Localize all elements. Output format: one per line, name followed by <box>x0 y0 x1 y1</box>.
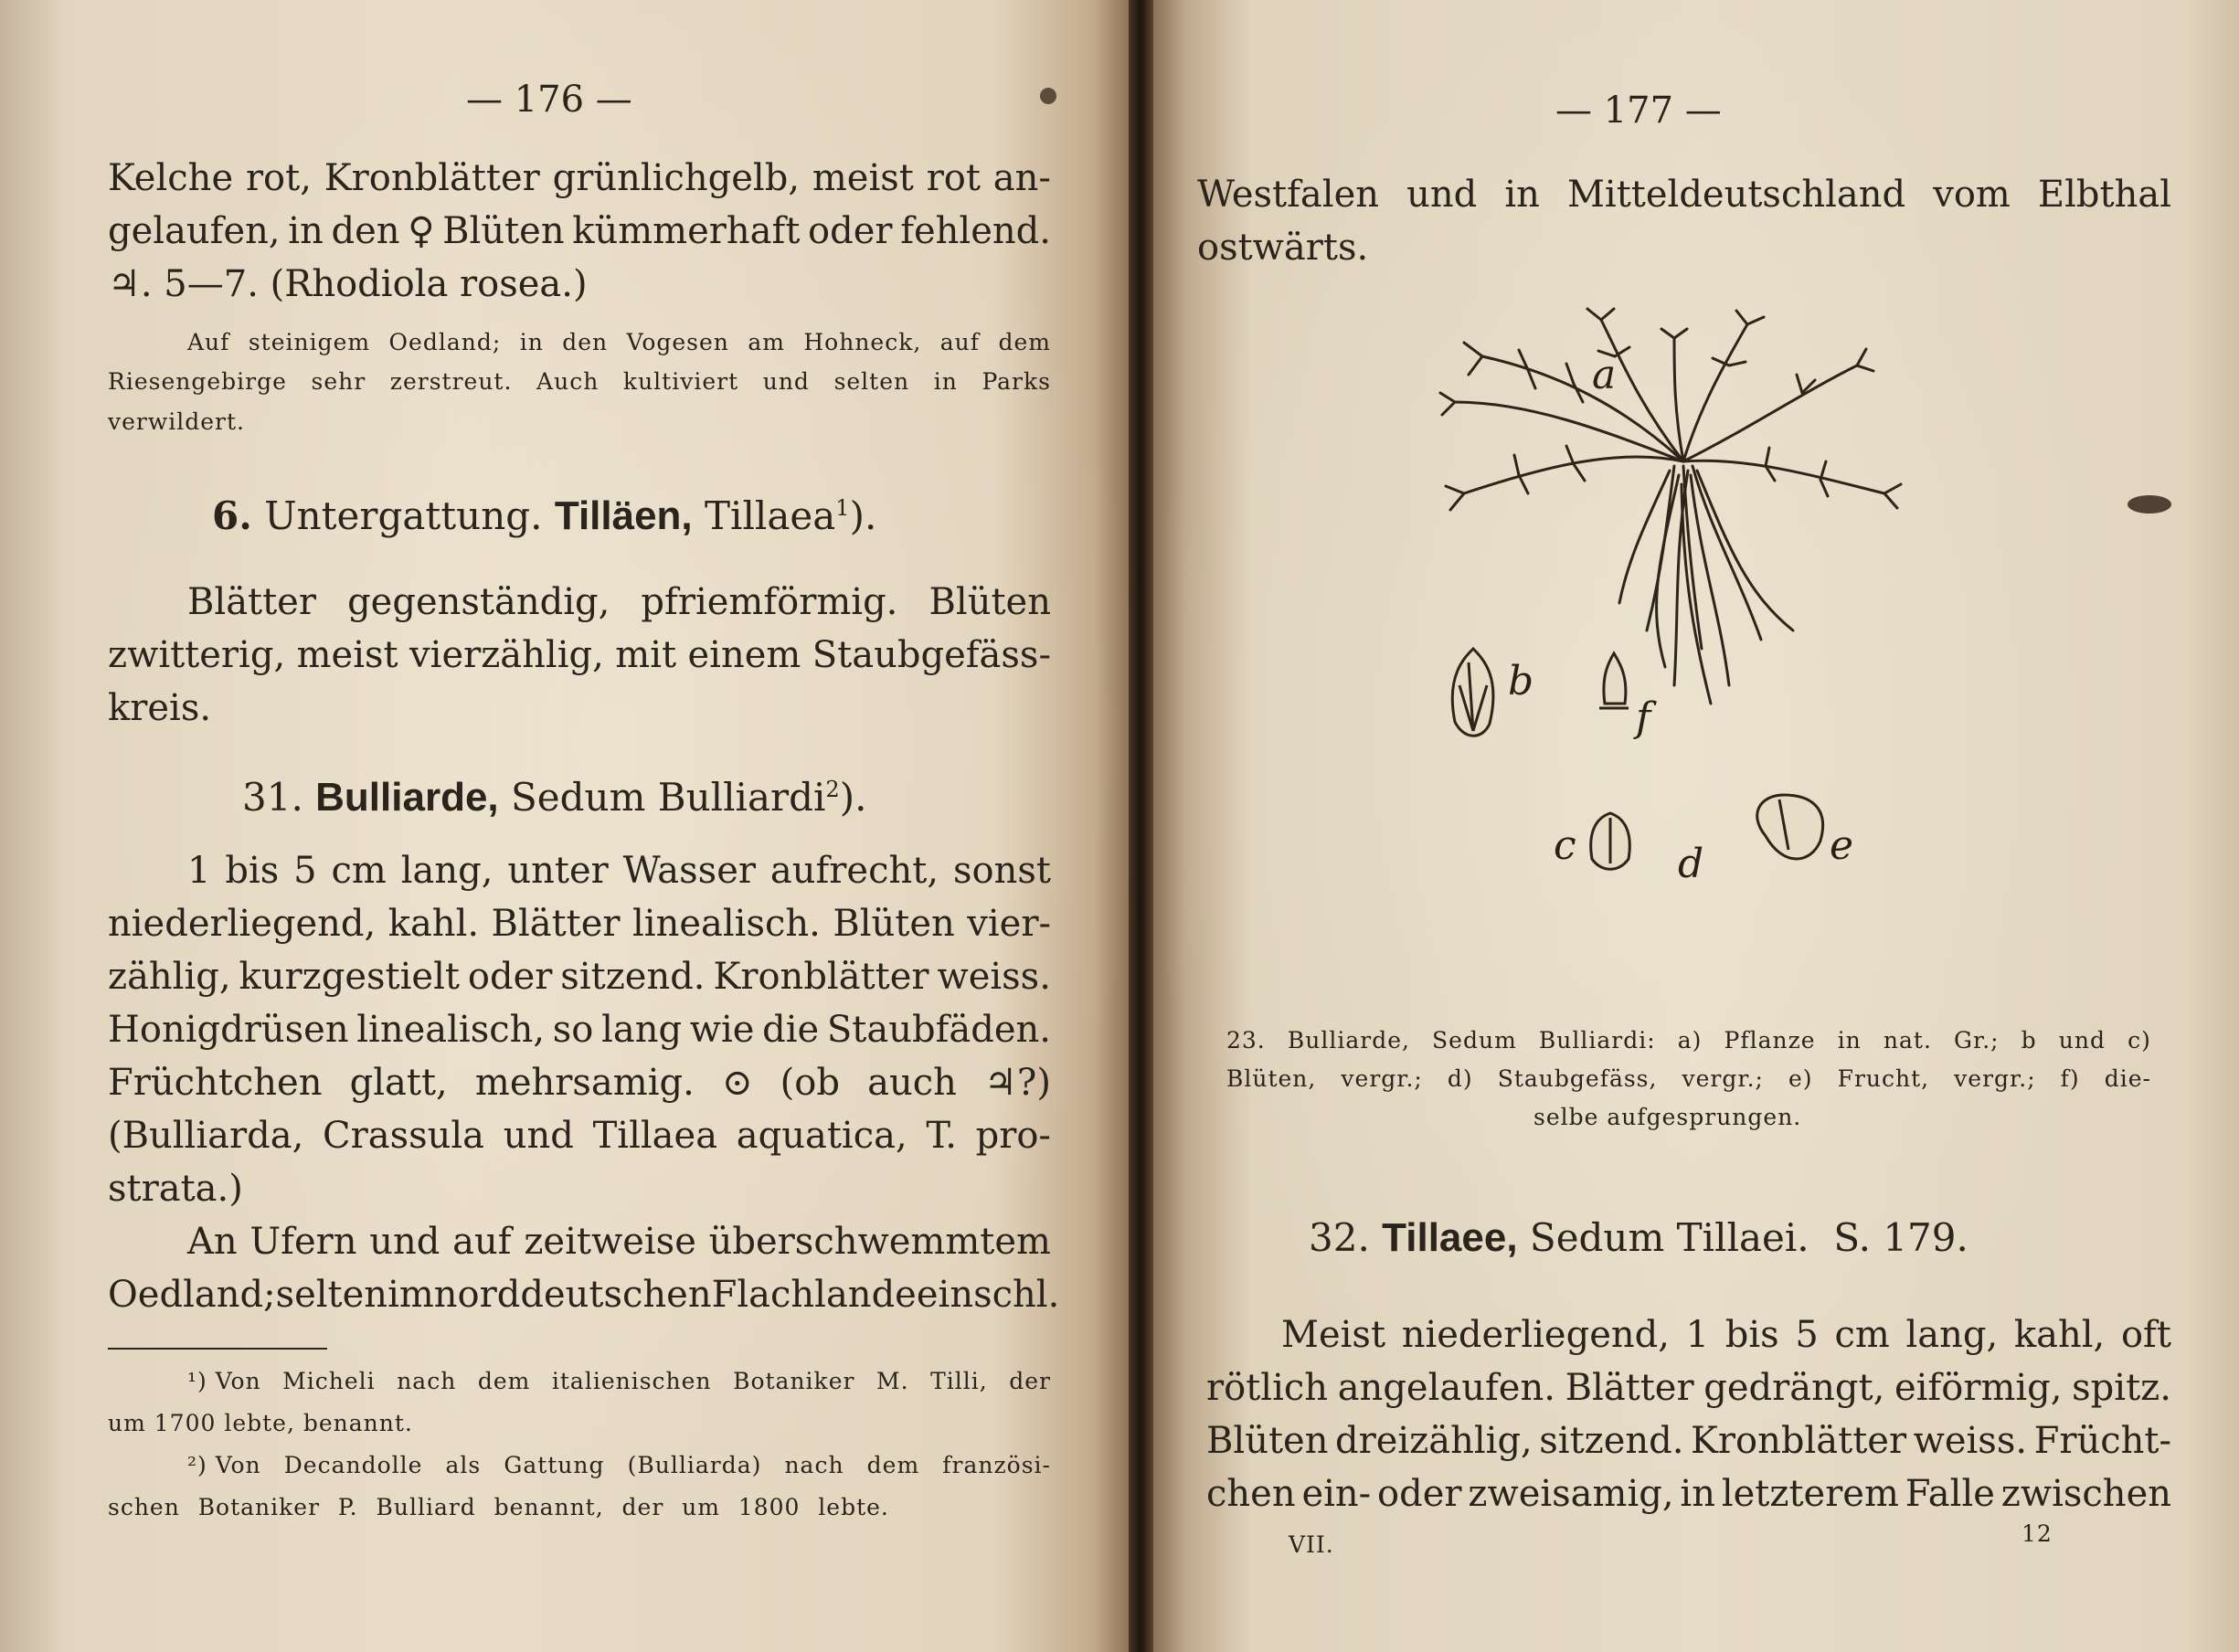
word: selten <box>833 368 910 395</box>
word: meist <box>812 157 914 199</box>
word: Tilli, <box>930 1368 988 1394</box>
text-line <box>187 581 1051 623</box>
word: der <box>621 1494 664 1520</box>
word: zeitweise <box>524 1221 696 1263</box>
word: um <box>682 1494 720 1520</box>
text-line: ♃. 5—7. (Rhodiola rosea.) <box>108 263 588 305</box>
word: mit <box>615 634 677 676</box>
word: Auf <box>187 329 230 355</box>
word: Meist <box>1281 1314 1386 1356</box>
word: glatt, <box>349 1062 448 1104</box>
word: kahl, <box>2013 1314 2106 1356</box>
word: Kronblätter <box>324 157 540 199</box>
word: lang, <box>1905 1314 1999 1356</box>
text-line: ostwärts. <box>1197 227 1369 269</box>
word: Kronblätter <box>1691 1420 1907 1462</box>
word: e) <box>1788 1065 1813 1092</box>
botanical-illustration <box>1400 302 2186 996</box>
word: vierzählig, <box>409 634 604 676</box>
word: Frucht, <box>1837 1065 1930 1092</box>
word: norddeutschen <box>433 1274 712 1316</box>
word: Parks <box>982 368 1051 395</box>
word: pro- <box>975 1115 1051 1157</box>
word: und <box>762 368 810 395</box>
word: kultiviert <box>622 368 739 395</box>
word: 23. <box>1226 1027 1266 1054</box>
word: gedrängt, <box>1703 1367 1885 1409</box>
word: oder <box>808 210 893 252</box>
word: niederliegend, <box>1401 1314 1670 1356</box>
text-line <box>108 903 1051 945</box>
word: Flachlande <box>711 1274 917 1316</box>
word: grünlichgelb, <box>552 157 801 199</box>
word: rot <box>926 157 981 199</box>
word: sehr <box>311 368 366 395</box>
word: Früchtchen <box>108 1062 323 1104</box>
word: nach <box>784 1452 844 1478</box>
word: Kronblätter <box>713 956 929 998</box>
word: vom <box>1933 174 2011 216</box>
word: oder <box>467 956 553 998</box>
word: oder <box>1377 1473 1462 1515</box>
word: Blätter <box>491 903 621 945</box>
word: schen <box>108 1494 180 1520</box>
subgenus-heading <box>212 493 876 539</box>
species-name: Bulliarde, <box>315 775 499 820</box>
word: Gr.; <box>1954 1027 2000 1054</box>
word: lang, <box>400 850 493 892</box>
word: Tillaea <box>592 1115 718 1157</box>
word: Frücht- <box>2033 1420 2171 1462</box>
word: die <box>762 1009 820 1051</box>
subgenus-name: Tilläen, <box>554 493 693 538</box>
word: auf <box>939 329 981 355</box>
word: wie <box>689 1009 755 1051</box>
word: zerstreut. <box>389 368 513 395</box>
word: d) <box>1447 1065 1473 1092</box>
word: eiförmig, <box>1894 1367 2063 1409</box>
word: selten <box>275 1274 388 1316</box>
word: aufrecht, <box>769 850 939 892</box>
word: sitzend. <box>560 956 706 998</box>
word: sitzend. <box>1539 1420 1684 1462</box>
word: den <box>562 329 609 355</box>
word: letzterem <box>1721 1473 1899 1515</box>
text-line <box>1206 1367 2171 1409</box>
word: ein- <box>1301 1473 1372 1515</box>
ink-spot <box>1040 88 1056 104</box>
species-heading <box>242 775 866 821</box>
word: 5 <box>293 850 317 892</box>
word: zweisamig, <box>1468 1473 1674 1515</box>
sheet-number: 12 <box>2021 1520 2053 1547</box>
figure-label-b: b <box>1508 658 1534 704</box>
word: cm <box>1834 1314 1890 1356</box>
word: Bulliard <box>376 1494 476 1520</box>
word: b <box>2021 1027 2037 1054</box>
word: und <box>369 1221 440 1263</box>
word: zwischen <box>2000 1473 2171 1515</box>
word: dreizählig, <box>1334 1420 1533 1462</box>
word: f) <box>2060 1065 2080 1092</box>
word: Staubgefäss- <box>812 634 1051 676</box>
word: in <box>1504 174 1540 216</box>
word: einschl. <box>916 1274 1060 1316</box>
word: vergr.; <box>1341 1065 1423 1092</box>
word: Blüten, <box>1226 1065 1317 1092</box>
word: vier- <box>967 903 1051 945</box>
word: spitz. <box>2072 1367 2171 1409</box>
word: französi- <box>942 1452 1051 1478</box>
word: Westfalen <box>1197 174 1380 216</box>
species-latin: Sedum Tillaei. <box>1529 1215 1809 1260</box>
word: Blüten <box>1206 1420 1329 1462</box>
word: gelaufen, <box>108 210 281 252</box>
word: kümmerhaft <box>572 210 801 252</box>
word: auch <box>867 1062 957 1104</box>
species-heading <box>1309 1215 1968 1261</box>
word: linealisch, <box>356 1009 546 1051</box>
word: T. <box>926 1115 957 1157</box>
figure-label-c: c <box>1554 822 1576 869</box>
word: die- <box>2104 1065 2151 1092</box>
word: 5 <box>1795 1314 1819 1356</box>
word: Micheli <box>282 1368 376 1394</box>
caption-line <box>1226 1065 2151 1092</box>
subgenus-latin: Tillaea <box>705 493 836 538</box>
text-line <box>1206 1420 2171 1462</box>
figure-label-a: a <box>1592 352 1617 398</box>
word: kahl. <box>387 903 480 945</box>
footnote-line <box>187 1368 1051 1394</box>
word: steinigem <box>248 329 371 355</box>
text-line <box>108 1062 1051 1104</box>
word: überschwemmtem <box>708 1221 1051 1263</box>
word: Ufern <box>249 1221 357 1263</box>
word: und <box>503 1115 574 1157</box>
word: An <box>187 1221 238 1263</box>
figure-label-e: e <box>1830 822 1854 869</box>
page-number-right: — 177 — <box>1555 90 1722 132</box>
word: gegenständig, <box>347 581 610 623</box>
word: fehlend. <box>900 210 1051 252</box>
word: Gattung <box>504 1452 605 1478</box>
subgenus-end: ). <box>849 493 877 538</box>
word: Falle <box>1905 1473 1995 1515</box>
footnote-line <box>108 1494 889 1520</box>
word: bis <box>225 850 280 892</box>
word: in <box>519 329 544 355</box>
word: den <box>331 210 400 252</box>
species-number: 31. <box>242 775 303 820</box>
word: Blüten <box>928 581 1051 623</box>
word: mehrsamig. <box>474 1062 695 1104</box>
text-line: strata.) <box>108 1168 243 1210</box>
text-line <box>108 157 1051 199</box>
word: dem <box>866 1452 920 1478</box>
footnote-rule <box>108 1348 327 1350</box>
text-line <box>108 1274 1060 1316</box>
word: nach <box>397 1368 457 1394</box>
word: italienischen <box>551 1368 712 1394</box>
text-line <box>108 1009 1051 1051</box>
text-line <box>108 634 1051 676</box>
word: a) <box>1677 1027 1703 1054</box>
word: im <box>387 1274 434 1316</box>
word: oft <box>2120 1314 2171 1356</box>
word: aquatica, <box>736 1115 907 1157</box>
word: angelaufen. <box>1337 1367 1555 1409</box>
word: Elbthal <box>2037 174 2171 216</box>
habitat-line <box>108 368 1051 395</box>
text-line <box>187 850 1051 892</box>
word: als <box>445 1452 482 1478</box>
word: ♀ <box>408 210 435 252</box>
word: unter <box>507 850 609 892</box>
word: bis <box>1724 1314 1779 1356</box>
word: meist <box>296 634 398 676</box>
word: in <box>933 368 958 395</box>
book-gutter <box>1129 0 1153 1652</box>
word: dem <box>477 1368 531 1394</box>
word: Hohneck, <box>803 329 922 355</box>
word: Blätter <box>187 581 316 623</box>
subgenus-label: Untergattung. <box>264 493 543 538</box>
footnote-line: um 1700 lebte, benannt. <box>108 1410 413 1436</box>
word: benannt, <box>493 1494 604 1520</box>
species-name: Tillaee, <box>1382 1215 1518 1260</box>
word: auf <box>452 1221 512 1263</box>
figure-label-d: d <box>1678 841 1704 887</box>
species-end: ). <box>839 775 867 820</box>
word: ♃?) <box>984 1062 1051 1104</box>
word: Crassula <box>323 1115 485 1157</box>
word: 1 <box>187 850 211 892</box>
word: cm <box>331 850 387 892</box>
word: dem <box>998 329 1051 355</box>
page-number-left: — 176 — <box>466 79 632 121</box>
word: lang <box>601 1009 683 1051</box>
word: Auch <box>536 368 600 395</box>
word: vergr.; <box>1954 1065 2036 1092</box>
species-latin: Sedum Bulliardi <box>511 775 826 820</box>
caption-line <box>1226 1027 2151 1054</box>
word: niederliegend, <box>108 903 377 945</box>
word: Bulliardi: <box>1538 1027 1656 1054</box>
word: ²) Von <box>187 1452 261 1478</box>
text-line <box>108 210 1051 252</box>
word: Botaniker <box>197 1494 321 1520</box>
word: c) <box>2128 1027 2151 1054</box>
word: einem <box>687 634 801 676</box>
word: Oedland; <box>108 1274 276 1316</box>
word: lebte. <box>818 1494 889 1520</box>
word: Botaniker <box>733 1368 855 1394</box>
word: Honigdrüsen <box>108 1009 349 1051</box>
word: Vogesen <box>626 329 729 355</box>
word: in <box>288 210 324 252</box>
word: rot, <box>245 157 312 199</box>
word: Pflanze <box>1724 1027 1816 1054</box>
word: vergr.; <box>1682 1065 1764 1092</box>
text-line <box>187 1221 1051 1263</box>
word: Blüten <box>442 210 565 252</box>
habitat-line <box>187 329 1051 355</box>
word: Staubfäden. <box>826 1009 1051 1051</box>
word: (Bulliarda) <box>627 1452 762 1478</box>
word: rötlich <box>1206 1367 1329 1409</box>
word: Staubgefäss, <box>1497 1065 1658 1092</box>
word: Riesengebirge <box>108 368 287 395</box>
text-line <box>1281 1314 2171 1356</box>
word: zählig, <box>108 956 231 998</box>
text-line <box>108 1115 1051 1157</box>
text-line <box>1197 174 2171 216</box>
habitat-line: verwildert. <box>108 408 246 435</box>
word: 1800 <box>737 1494 801 1520</box>
text-line <box>1206 1473 2171 1515</box>
word: pfriemförmig. <box>641 581 898 623</box>
species-ref: S. 179. <box>1833 1215 1968 1260</box>
text-line: kreis. <box>108 687 212 729</box>
word: 1 <box>1685 1314 1710 1356</box>
word: zwitterig, <box>108 634 286 676</box>
word: linealisch. <box>632 903 821 945</box>
subgenus-number: 6. <box>212 493 252 538</box>
word: in <box>1837 1027 1862 1054</box>
signature-mark: VII. <box>1289 1531 1334 1558</box>
word: Decandolle <box>283 1452 423 1478</box>
word: chen <box>1206 1473 1296 1515</box>
word: so <box>552 1009 594 1051</box>
word: Mitteldeutschland <box>1566 174 1906 216</box>
footnote-line <box>187 1452 1051 1478</box>
word: nat. <box>1883 1027 1932 1054</box>
word: (Bulliarda, <box>108 1115 304 1157</box>
word: weiss. <box>1913 1420 2028 1462</box>
word: am <box>748 329 785 355</box>
word: Wasser <box>622 850 756 892</box>
word: sonst <box>952 850 1051 892</box>
text-line <box>108 956 1051 998</box>
figure-label-f: f <box>1636 694 1651 741</box>
word: ⊙ <box>721 1062 753 1104</box>
word: der <box>1009 1368 1051 1394</box>
word: Blüten <box>833 903 955 945</box>
word: an- <box>992 157 1051 199</box>
word: Oedland; <box>388 329 502 355</box>
word: ¹) Von <box>187 1368 261 1394</box>
footnote-ref: 1 <box>835 495 850 521</box>
word: kurzgestielt <box>239 956 460 998</box>
word: und <box>1406 174 1478 216</box>
word: in <box>1680 1473 1715 1515</box>
word: Blätter <box>1565 1367 1694 1409</box>
species-number: 32. <box>1309 1215 1370 1260</box>
footnote-ref: 2 <box>825 777 840 802</box>
word: und <box>2058 1027 2106 1054</box>
caption-line: selbe aufgesprungen. <box>1533 1104 1802 1130</box>
word: P. <box>337 1494 358 1520</box>
word: Sedum <box>1432 1027 1517 1054</box>
word: (ob <box>780 1062 840 1104</box>
word: Bulliarde, <box>1287 1027 1410 1054</box>
word: weiss. <box>937 956 1051 998</box>
word: Kelche <box>108 157 234 199</box>
right-page <box>1153 0 2239 1652</box>
word: M. <box>875 1368 909 1394</box>
